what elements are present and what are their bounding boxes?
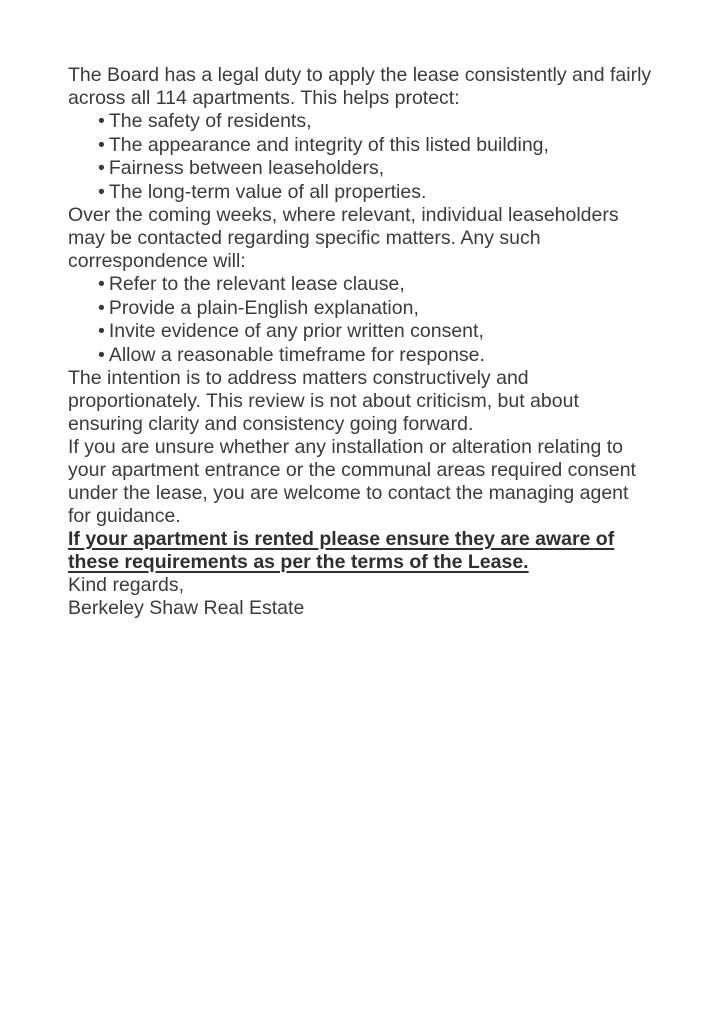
paragraph-board-duty: The Board has a legal duty to apply the lease consistently and fairly across all 114 apartments. This helps protect: — [68, 64, 652, 109]
bullet-icon: • — [98, 273, 105, 295]
list-item — [98, 110, 654, 134]
bullet-icon: • — [98, 157, 105, 179]
list-item — [98, 344, 654, 368]
list-item — [98, 297, 654, 321]
list-item-text: Provide a plain-English explanation, — [108, 296, 419, 319]
bullet-icon: • — [98, 133, 105, 156]
bullet-icon: • — [98, 320, 105, 342]
paragraph-guidance: If you are unsure whether any installation or alteration relating to your apartment entrance or the communal areas required consent under the lease, you are welcome to contact the managing agent for guidance. — [68, 436, 636, 527]
list-item-text: Refer to the relevant lease clause, — [108, 273, 405, 295]
list-item-text: Allow a reasonable timeframe for response. — [108, 343, 485, 366]
list-item — [98, 181, 654, 205]
bullet-icon: • — [98, 343, 105, 366]
list-item-text: The safety of residents, — [108, 110, 312, 132]
closing-line: Kind regards, — [68, 574, 184, 596]
paragraph-rented-notice: If your apartment is rented please ensure they are aware of these requirements as per the terms of the Lease. — [68, 528, 615, 573]
list-item — [98, 134, 654, 158]
list-item-text: The long-term value of all properties. — [108, 180, 427, 203]
paragraph-coming-weeks: Over the coming weeks, where relevant, individual leaseholders may be contacted regarding specific matters. Any such correspondence will: — [68, 204, 619, 272]
list-item-text: Invite evidence of any prior written consent, — [108, 320, 484, 342]
bullet-list-protections — [68, 110, 654, 204]
letter-content — [68, 64, 654, 620]
signature-line: Berkeley Shaw Real Estate — [68, 597, 305, 619]
list-item — [98, 320, 654, 344]
list-item-text: The appearance and integrity of this listed building, — [108, 133, 549, 156]
bullet-icon: • — [98, 296, 105, 319]
bullet-list-correspondence — [68, 273, 654, 367]
bullet-icon: • — [98, 110, 105, 132]
paragraph-intention: The intention is to address matters constructively and proportionately. This review is not about criticism, but about ensuring clarity and consistency going forward. — [68, 367, 579, 435]
bullet-icon: • — [98, 180, 105, 203]
list-item-text: Fairness between leaseholders, — [108, 157, 385, 179]
list-item — [98, 273, 654, 297]
list-item — [98, 157, 654, 181]
